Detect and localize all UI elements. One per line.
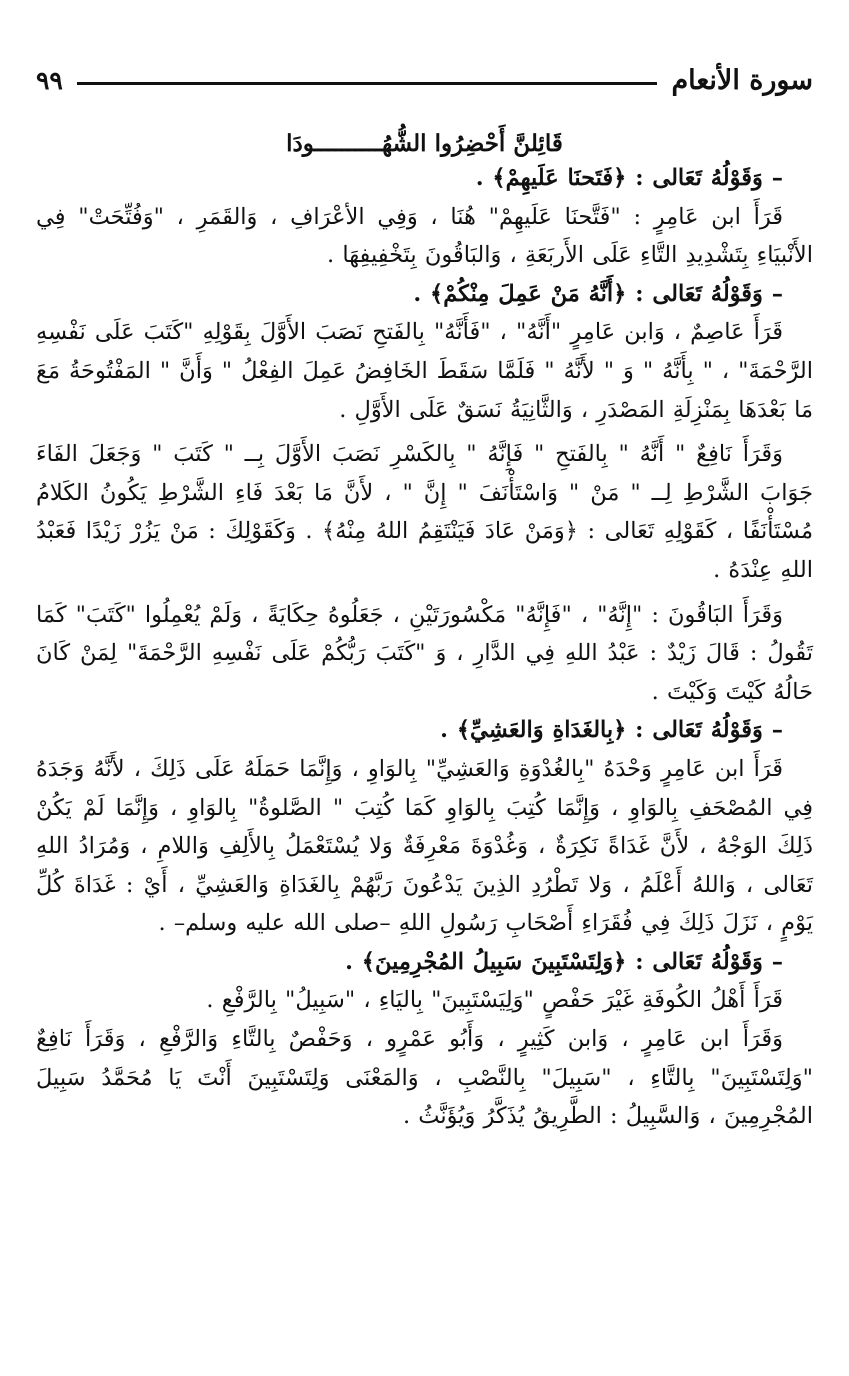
surah-title: سورة الأنعام (671, 64, 813, 96)
verse-heading: – وَقَوْلُهُ تَعَالى : ﴿وَلِتَسْتَبِينَ سَبِيلُ المُجْرِمِينَ﴾ . (345, 948, 783, 975)
page-number: ٩٩ (36, 65, 63, 95)
page (36, 58, 813, 1136)
verse-heading: – وَقَوْلُهُ تَعَالى : ﴿فَتَحنَا عَلَيهِمْ﴾ . (475, 165, 783, 191)
body-text (36, 159, 813, 1136)
poem-line: قَائِلنَّ أَحْضِرُوا الشُّهُــــــــــودَا (286, 130, 563, 157)
running-header (36, 58, 813, 102)
header-rule (77, 82, 658, 85)
paragraph: قَرَأَ ابن عَامِرٍ : "فَتَّحنَا عَلَيهِمْ" هُنَا ، وَفِي الأعْرَافِ ، وَالقَمَرِ ، "وَفُتِّحَتْ" فِي الأَنْبيَاءِ بِتَشْدِيدِ التَّاءِ عَلَى الأَربَعَةِ ، وَالبَاقُونَ بِتَخْفِيفِهَا . (36, 203, 813, 269)
paragraph: قَرَأَ عَاصِمٌ ، وَابن عَامِرٍ "أَنَّهُ" ، "فَأَنَّهُ" بِالفَتحِ نَصَبَ الأَوَّلَ بِقَوْلِهِ "كَتَبَ عَلَى نَفْسِهِ الرَّحْمَةَ" ، " بِأَنَّهُ " وَ " لأَنَّهُ " فَلَمَّا سَقَطَ الخَافِضُ عَمِلَ الفِعْلُ " وَأَنَّ " المَفْتُوحَةُ مَعَ مَا بَعْدَهَا بِمَنْزِلَةِ المَصْدَرِ ، وَالثَّانِيَةُ نَسَقٌ عَلَى الأَوَّلِ . (36, 319, 813, 423)
paragraph: قَرَأَ أَهْلُ الكُوفَةِ غَيْرَ حَفْصٍ "وَلِيَسْتَبِينَ" بِاليَاءِ ، "سَبِيلُ" بِالرَّفْعِ . (206, 987, 783, 1014)
paragraph: وَقَرَأَ نَافِعٌ " أَنَّهُ " بِالفَتحِ " فَإِنَّهُ " بِالكَسْرِ نَصَبَ الأَوَّلَ بِــ " كَتَبَ " وَجَعَلَ الفَاءَ جَوَابَ الشَّرْطِ لِــ " مَنْ " وَاسْتَأْنَفَ " إِنَّ " ، لأَنَّ مَا بَعْدَ فَاءِ الشَّرْطِ يَكُونُ الكَلامُ مُسْتَأْنَفًا ، كَقَوْلِهِ تَعَالى : ﴿وَمَنْ عَادَ فَيَنْتَقِمُ اللهُ مِنْهُ﴾ . وَكَقَوْلِكَ : مَنْ يَزُرْ زَيْدًا فَعَبْدُ اللهِ عِنْدَهُ . (36, 441, 813, 583)
paragraph: وَقَرَأَ ابن عَامِرٍ ، وَابن كَثِيرٍ ، وَأَبُو عَمْرٍو ، وَحَفْصٌ بِالتَّاءِ وَالرَّفْعِ ، وَقَرَأَ نَافِعٌ "وَلِتَسْتَبِينَ" بِالتَّاءِ ، "سَبِيلَ" بِالنَّصْبِ ، وَالمَعْنَى وَلِتَسْتَبِينَ أَنْتَ يَا مُحَمَّدُ سَبِيلَ المُجْرِمِينَ ، وَالسَّبِيلُ : الطَّرِيقُ يُذَكَّرُ وَيُؤَنَّثُ . (36, 1026, 813, 1130)
verse-heading: – وَقَوْلُهُ تَعَالى : ﴿بِالغَدَاةِ وَالعَشِيِّ﴾ . (440, 717, 783, 744)
paragraph: قَرَأَ ابن عَامِرٍ وَحْدَهُ "بِالغُدْوَةِ وَالعَشِيِّ" بِالوَاوِ ، وَإِنَّمَا حَمَلَهُ عَلَى ذَلِكَ ، لأَنَّهُ وَجَدَهُ فِي المُصْحَفِ بِالوَاوِ ، وَإِنَّمَا كُتِبَ بِالوَاوِ كَمَا كُتِبَ " الصَّلوةُ" بِالوَاوِ ، وَإِنَّمَا لَمْ يَكُنْ ذَلِكَ الوَجْهُ ، لأَنَّ غَدَاةً نَكِرَةٌ ، وَغُدْوَةَ مَعْرِفَةٌ وَلا يُسْتَعْمَلُ بِالأَلِفِ وَاللامِ ، وَمُرَادُ اللهِ تَعَالى ، وَاللهُ أَعْلَمُ ، وَلا تَطْرُدِ الذِينَ يَدْعُونَ رَبَّهُمْ بِالغَدَاةِ وَالعَشِيِّ ، أَيْ : غَدَاةَ كُلِّ يَوْمٍ ، نَزَلَ ذَلِكَ فِي فُقَرَاءِ أَصْحَابِ رَسُولِ اللهِ –صلى الله عليه وسلم– . (36, 755, 813, 937)
verse-heading: – وَقَوْلُهُ تَعَالى : ﴿أَنَّهُ مَنْ عَمِلَ مِنْكُمْ﴾ . (413, 280, 783, 307)
paragraph: وَقَرَأَ البَاقُونَ : "إِنَّهُ" ، "فَإِنَّهُ" مَكْسُورَتَيْنِ ، جَعَلُوهُ حِكَايَةً ، وَلَمْ يُعْمِلُوا "كَتَبَ" كَمَا تَقُولُ : قَالَ زَيْدٌ : عَبْدُ اللهِ فِي الدَّارِ ، وَ "كَتَبَ رَبُّكُمْ عَلَى نَفْسِهِ الرَّحْمَةَ" لِمَنْ كَانَ حَالُهُ كَيْتَ وَكَيْتَ . (36, 601, 813, 705)
